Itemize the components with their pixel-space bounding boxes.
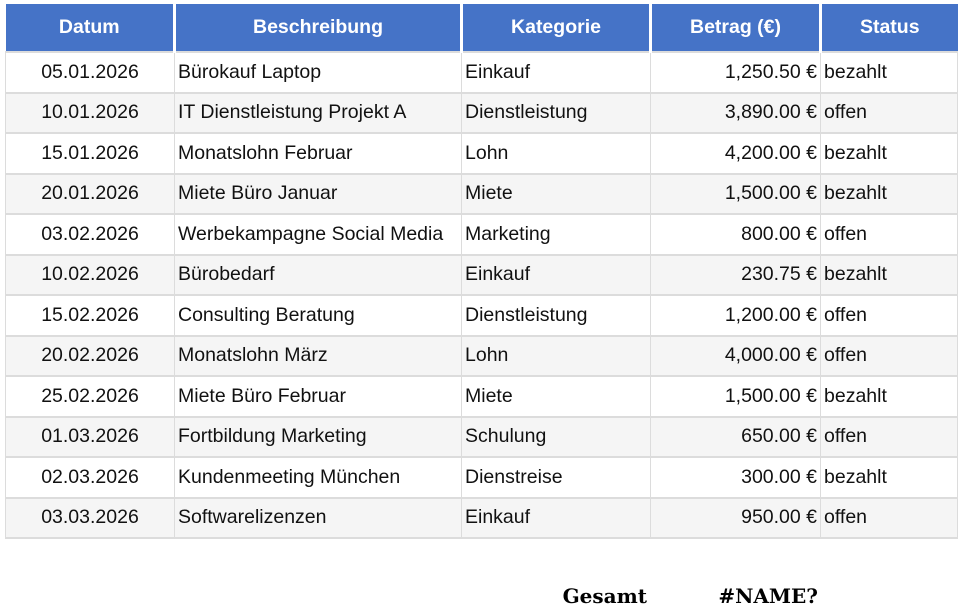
total-label: Gesamt <box>562 584 647 608</box>
table-row <box>6 336 958 377</box>
cell-category: Einkauf <box>462 52 651 93</box>
cell-date: 03.02.2026 <box>6 214 175 255</box>
cell-amount: 1,500.00 € <box>651 174 821 215</box>
cell-date: 10.01.2026 <box>6 93 175 134</box>
cell-category: Lohn <box>462 133 651 174</box>
table-row <box>6 417 958 458</box>
table-row <box>6 457 958 498</box>
cell-amount: 3,890.00 € <box>651 93 821 134</box>
cell-category: Miete <box>462 174 651 215</box>
cell-description: Fortbildung Marketing <box>175 417 462 458</box>
cell-description: Miete Büro Januar <box>175 174 462 215</box>
cell-date: 02.03.2026 <box>6 457 175 498</box>
table-row <box>6 174 958 215</box>
cell-amount: 800.00 € <box>651 214 821 255</box>
header-row <box>6 4 958 52</box>
cell-date: 10.02.2026 <box>6 255 175 296</box>
total-row <box>5 583 957 610</box>
cell-date: 20.01.2026 <box>6 174 175 215</box>
cell-description: Bürobedarf <box>175 255 462 296</box>
cell-status: bezahlt <box>821 133 958 174</box>
cell-date: 15.01.2026 <box>6 133 175 174</box>
cell-amount: 1,200.00 € <box>651 295 821 336</box>
cell-status: bezahlt <box>821 255 958 296</box>
cell-amount: 650.00 € <box>651 417 821 458</box>
table-row <box>6 255 958 296</box>
cell-description: Kundenmeeting München <box>175 457 462 498</box>
table-row <box>6 52 958 93</box>
cell-status: offen <box>821 93 958 134</box>
table-row <box>6 376 958 417</box>
cell-date: 03.03.2026 <box>6 498 175 539</box>
col-header-datum: Datum <box>6 4 175 52</box>
col-header-betrag: Betrag (€) <box>651 4 821 52</box>
cell-description: Monatslohn März <box>175 336 462 377</box>
cell-category: Miete <box>462 376 651 417</box>
cell-category: Dienstreise <box>462 457 651 498</box>
table-row <box>6 295 958 336</box>
cell-amount: 4,200.00 € <box>651 133 821 174</box>
cell-status: offen <box>821 295 958 336</box>
cell-amount: 1,250.50 € <box>651 52 821 93</box>
cell-status: offen <box>821 498 958 539</box>
cell-amount: 230.75 € <box>651 255 821 296</box>
cell-amount: 1,500.00 € <box>651 376 821 417</box>
cell-status: bezahlt <box>821 457 958 498</box>
cell-category: Marketing <box>462 214 651 255</box>
cell-amount: 300.00 € <box>651 457 821 498</box>
col-header-beschreibung: Beschreibung <box>175 4 462 52</box>
cell-category: Dienstleistung <box>462 93 651 134</box>
cell-category: Lohn <box>462 336 651 377</box>
table-row <box>6 133 958 174</box>
cell-description: Miete Büro Februar <box>175 376 462 417</box>
table-row <box>6 498 958 539</box>
cell-description: IT Dienstleistung Projekt A <box>175 93 462 134</box>
cell-status: offen <box>821 214 958 255</box>
cell-description: Werbekampagne Social Media <box>175 214 462 255</box>
cell-date: 05.01.2026 <box>6 52 175 93</box>
total-value-error: #NAME? <box>718 584 818 608</box>
expenses-table <box>5 4 958 539</box>
cell-status: offen <box>821 336 958 377</box>
cell-category: Einkauf <box>462 498 651 539</box>
cell-status: bezahlt <box>821 52 958 93</box>
cell-description: Monatslohn Februar <box>175 133 462 174</box>
table-row <box>6 214 958 255</box>
cell-date: 20.02.2026 <box>6 336 175 377</box>
cell-description: Softwarelizenzen <box>175 498 462 539</box>
cell-amount: 950.00 € <box>651 498 821 539</box>
table-body <box>6 52 958 538</box>
col-header-status: Status <box>821 4 958 52</box>
cell-status: bezahlt <box>821 174 958 215</box>
cell-status: offen <box>821 417 958 458</box>
cell-category: Schulung <box>462 417 651 458</box>
cell-amount: 4,000.00 € <box>651 336 821 377</box>
cell-status: bezahlt <box>821 376 958 417</box>
cell-category: Einkauf <box>462 255 651 296</box>
table-row <box>6 93 958 134</box>
cell-date: 15.02.2026 <box>6 295 175 336</box>
cell-category: Dienstleistung <box>462 295 651 336</box>
cell-date: 25.02.2026 <box>6 376 175 417</box>
cell-description: Consulting Beratung <box>175 295 462 336</box>
cell-description: Bürokauf Laptop <box>175 52 462 93</box>
col-header-kategorie: Kategorie <box>462 4 651 52</box>
cell-date: 01.03.2026 <box>6 417 175 458</box>
